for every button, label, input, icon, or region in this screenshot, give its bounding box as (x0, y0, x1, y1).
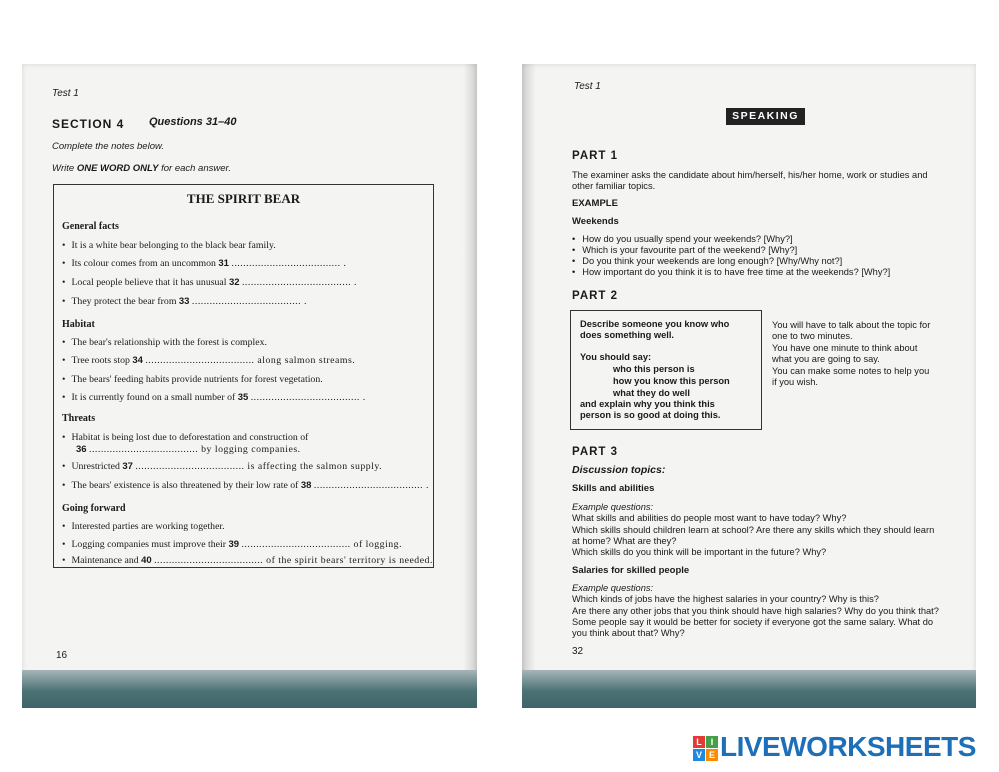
questions-label: Questions 31–40 (149, 116, 237, 128)
part-1-intro-1: The examiner asks the candidate about him/herself, his/her home, work or studies and (572, 170, 928, 180)
note-general-4: • They protect the bear from 33 ..................................... . (62, 296, 307, 307)
liveworksheets-icon (693, 736, 719, 762)
salaries-question-1: Which kinds of jobs have the highest salaries in your country? Why is this? (572, 594, 879, 604)
logo-tile-e: E (706, 749, 718, 761)
salaries-question-2: Are there any other jobs that you think should have high salaries? Why do you think that? (572, 606, 939, 616)
note-habitat-1: • The bear's relationship with the forest is complex. (62, 337, 267, 348)
part-3-title: PART 3 (572, 446, 619, 458)
question-33-number: 33 (178, 296, 190, 307)
part-2-note-5: You can make some notes to help you (772, 366, 930, 376)
answer-blank-36[interactable]: ..................................... by logging companies. (89, 444, 301, 455)
salaries-heading: Salaries for skilled people (572, 565, 690, 576)
part-2-note-1: You will have to talk about the topic for (772, 320, 931, 330)
page-bottom-shadow (522, 670, 976, 708)
question-34-number: 34 (132, 355, 143, 366)
part-1-intro-2: other familiar topics. (572, 181, 656, 191)
part-1-title: PART 1 (572, 150, 619, 162)
part-2-title: PART 2 (572, 290, 619, 302)
cue-line-1: Describe someone you know who (580, 319, 730, 329)
test-label: Test 1 (574, 81, 601, 92)
cue-line-6: what they do well (613, 388, 690, 398)
example-label: EXAMPLE (572, 198, 618, 209)
note-threats-1: • Habitat is being lost due to deforestation and construction of (62, 432, 309, 443)
part-2-note-2: one to two minutes. (772, 331, 853, 341)
heading-general-facts: General facts (62, 221, 119, 232)
note-habitat-4: • It is currently found on a small number of 35 ..................................... . (62, 392, 366, 403)
discussion-topics-label: Discussion topics: (572, 464, 666, 476)
spine-shade (522, 64, 536, 708)
test-label: Test 1 (52, 88, 79, 99)
right-page (522, 64, 976, 708)
part-1-question-3: • Do you think your weekends are long enough? [Why/Why not?] (572, 256, 843, 266)
logo-tile-i: I (706, 736, 718, 748)
spine-shade (463, 64, 477, 708)
answer-blank-34[interactable]: ..................................... along salmon streams. (145, 355, 356, 366)
question-37-number: 37 (122, 461, 133, 472)
note-forward-2: • Logging companies must improve their 39 ..................................... of logging. (62, 539, 403, 550)
question-35-number: 35 (237, 392, 249, 403)
note-forward-1: • Interested parties are working together. (62, 521, 225, 532)
page-number: 32 (572, 646, 584, 657)
note-habitat-2: • Tree roots stop 34 ..................................... along salmon streams. (62, 355, 356, 366)
cue-card (570, 310, 762, 430)
skills-question-2-cont: at home? What are they? (572, 536, 677, 546)
cue-line-7: and explain why you think this (580, 399, 715, 409)
cue-line-8: person is so good at doing this. (580, 410, 721, 420)
salaries-question-3-cont: you think about that? Why? (572, 628, 685, 638)
example-questions-label-1: Example questions: (572, 502, 654, 512)
note-forward-3: • Maintenance and 40 ..................................... of the spirit bears' territory is needed. (62, 555, 433, 566)
example-questions-label-2: Example questions: (572, 583, 654, 593)
speaking-badge: SPEAKING (726, 108, 805, 125)
logo-tile-l: L (693, 736, 705, 748)
liveworksheets-wordmark: LIVEWORKSHEETS (720, 731, 976, 762)
page-bottom-shadow (22, 670, 477, 708)
notes-title: THE SPIRIT BEAR (186, 191, 301, 206)
weekends-label: Weekends (572, 216, 619, 227)
part-1-question-1: • How do you usually spend your weekends? [Why?] (572, 234, 793, 244)
cue-line-4: who this person is (613, 364, 695, 374)
question-36-number: 36 (76, 444, 87, 455)
page-number: 16 (56, 650, 68, 661)
part-2-note-4: what you are going to say. (772, 354, 880, 364)
question-40-number: 40 (141, 555, 152, 566)
heading-habitat: Habitat (62, 319, 95, 330)
note-general-3: • Local people believe that it has unusual 32 ..................................... . (62, 277, 358, 288)
answer-blank-39[interactable]: ..................................... of logging. (241, 539, 403, 550)
skills-question-1: What skills and abilities do people most want to have today? Why? (572, 513, 847, 523)
section-title: SECTION 4 (52, 117, 125, 131)
question-31-number: 31 (218, 258, 229, 269)
question-39-number: 39 (228, 539, 240, 550)
left-page (22, 64, 477, 708)
answer-blank-40[interactable]: ..................................... of the spirit bears' territory is needed. (154, 555, 433, 566)
answer-blank-37[interactable]: ..................................... is affecting the salmon supply. (135, 461, 383, 472)
part-1-question-4: • How important do you think it is to have free time at the weekends? [Why?] (572, 267, 891, 277)
cue-line-3: You should say: (580, 352, 652, 362)
salaries-question-3: Some people say it would be better for society if everyone got the same salary. What do (572, 617, 934, 627)
answer-blank-32[interactable]: ..................................... . (241, 277, 358, 288)
instruction-2: Write ONE WORD ONLY for each answer. (52, 163, 231, 174)
note-general-1: • It is a white bear belonging to the black bear family. (62, 240, 276, 251)
question-38-number: 38 (300, 480, 312, 491)
notes-box (53, 184, 434, 568)
note-threats-2: • Unrestricted 37 ..................................... is affecting the salmon supply. (62, 461, 383, 472)
question-32-number: 32 (228, 277, 240, 288)
heading-going-forward: Going forward (62, 503, 126, 514)
part-2-note-3: You have one minute to think about (772, 343, 918, 353)
instruction-1: Complete the notes below. (52, 141, 164, 152)
skills-question-2: Which skills should children learn at school? Are there any skills which they should learn (572, 525, 935, 535)
cue-line-2: does something well. (580, 330, 675, 340)
answer-blank-33[interactable]: ..................................... . (191, 296, 307, 307)
logo-tile-v: V (693, 749, 705, 761)
heading-threats: Threats (62, 413, 96, 424)
skills-question-3: Which skills do you think will be important in the future? Why? (572, 547, 827, 557)
cue-line-5: how you know this person (613, 376, 730, 386)
note-threats-1-cont (76, 444, 301, 455)
part-1-question-2: • Which is your favourite part of the weekend? [Why?] (572, 245, 798, 255)
note-general-2: • Its colour comes from an uncommon 31 ..................................... . (62, 258, 347, 269)
answer-blank-35[interactable]: ..................................... . (250, 392, 366, 403)
note-threats-3: • The bears' existence is also threatened by their low rate of 38 ..................................... . (62, 480, 429, 491)
note-habitat-3: • The bears' feeding habits provide nutrients for forest vegetation. (62, 374, 323, 385)
answer-blank-31[interactable]: ..................................... . (231, 258, 347, 269)
skills-heading: Skills and abilities (572, 483, 655, 494)
answer-blank-38[interactable]: ..................................... . (313, 480, 429, 491)
part-2-note-6: if you wish. (772, 377, 818, 387)
